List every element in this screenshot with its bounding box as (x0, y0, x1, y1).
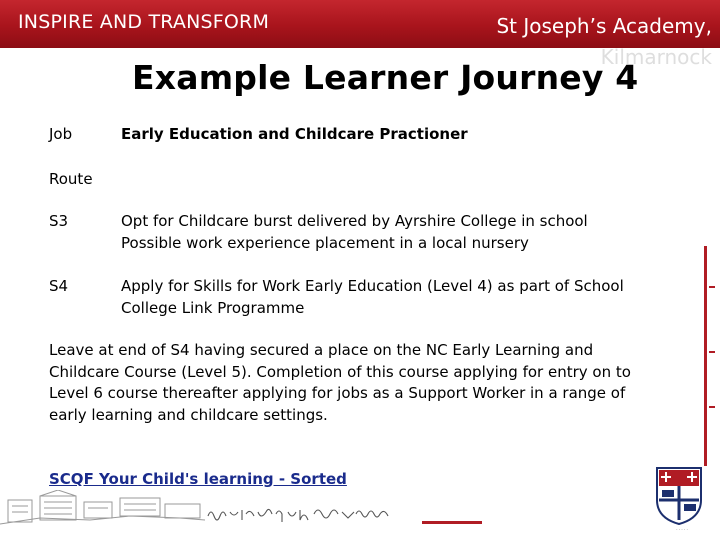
stage-label-s4: S4 (49, 277, 69, 295)
scqf-link[interactable]: SCQF Your Child's learning - Sorted (49, 470, 347, 488)
pathway-paragraph: Leave at end of S4 having secured a place on the NC Early Learning and Childcare Course (Level 5). Completion of this course applying for entry on to Level 6 course thereafter applying for jobs as a Support Worker in a range of early learning and childcare settings. (49, 341, 631, 424)
school-name-line1: St Joseph’s Academy, (496, 14, 712, 38)
stage-s3-description (121, 210, 588, 254)
footer-red-stripe (422, 521, 482, 524)
crest-caption: · · · · · (676, 527, 688, 532)
stage-s4-description (121, 275, 624, 319)
page-title: Example Learner Journey 4 (132, 58, 639, 97)
school-name-line2: Kilmarnock (600, 45, 712, 69)
school-crest-icon (654, 466, 704, 526)
side-bar-tick (709, 351, 715, 353)
header-bar (0, 0, 720, 69)
stage-s4-line1: Apply for Skills for Work Early Education (Level 4) as part of School (121, 277, 624, 295)
stage-s3-line1: Opt for Childcare burst delivered by Ayrshire College in school (121, 212, 588, 230)
stage-s4-line2: College Link Programme (121, 299, 305, 317)
side-bar-tick (709, 406, 715, 408)
stage-label-s3: S3 (49, 212, 69, 230)
side-bar-tick (709, 286, 715, 288)
job-label: Job (49, 125, 73, 143)
stage-s3-line2: Possible work experience placement in a local nursery (121, 234, 529, 252)
side-accent-bar (704, 246, 707, 466)
header-tagline: INSPIRE AND TRANSFORM (18, 11, 270, 33)
route-label: Route (49, 170, 93, 188)
job-value: Early Education and Childcare Practioner (121, 125, 468, 143)
motto-script (204, 500, 404, 530)
